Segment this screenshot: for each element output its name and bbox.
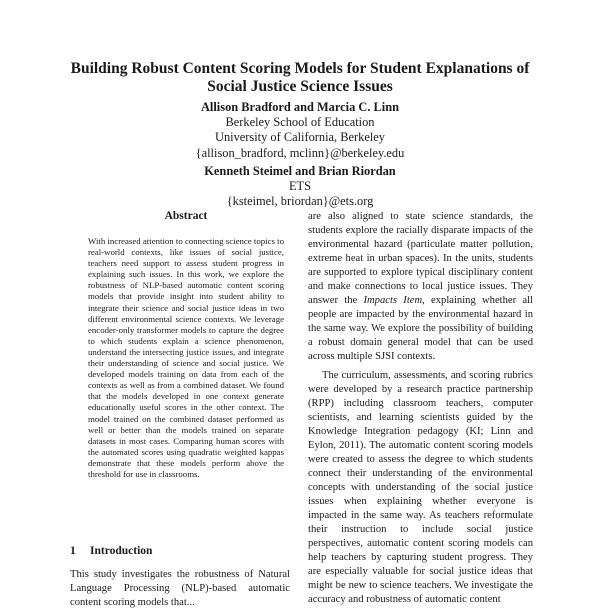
paragraph: The curriculum, assessments, and scoring rubrics were developed by a research practice partnership (RPP) including classroom teachers, computer scientists, and learning scientists guided by the Knowledge Integration pedagogy (KI; Linn and Eylon, 2011). The automatic content scoring models were created to assess the degree to which students connect their understanding of the environmental concepts with understanding of the social justice issues when explaining whether everyone is impacted in the same way. As teachers reformulate their instruction to include social justice perspectives, automatic content scoring models can help teachers by capturing student progress. They are especially valuable for social justice ideas that might be new to science teachers. We investigate the accuracy and robustness of automatic content — [308, 369, 533, 606]
emphasis-text: Impacts Item — [363, 295, 423, 307]
intro-paragraph: This study investigates the robustness of Natural Language Processing (NLP)-based automatic content scoring models that... — [70, 569, 290, 609]
section-heading — [70, 545, 152, 557]
author-email[interactable]: {ksteimel, briordan}@ets.org — [226, 194, 374, 209]
text-span: are also aligned to state science standards, the students explore the racially disparate impacts of the environmental hazard (particulate matter pollution, extreme heat in urban spaces). In the units, students are supported to explore typical disciplinary content and make connections to local justice issues. They answer the — [308, 211, 533, 307]
author-block-berkeley — [60, 100, 540, 161]
title-line-2: Social Justice Science Issues — [207, 78, 393, 95]
abstract-heading: Abstract — [164, 210, 208, 222]
author-block-ets — [60, 164, 540, 210]
author-affiliation: Berkeley School of Education — [225, 115, 375, 130]
abstract-text: With increased attention to connecting science topics to real-world contexts, like issues of social justice, teachers need support to assess student progress in explaining such issues. In this work, we explore the robustness of NLP-based automatic content scoring models that provide insight into student ability to integrate their science and social justice ideas in two different environmental science contexts. We leverage encoder-only transformer models to capture the degree to which students explain a science phenomenon, understand the intersecting justice issues, and integrate their understanding of science and social justice. We developed models training on data from each of the contexts as well as from a combined dataset. We found that the models developed in one context generate educationally useful scores in the other context. The model trained on the combined dataset performed as well or better than the models trained on separate datasets in most cases. Comparing human scores with the automated scores using quadratic weighted kappas demonstrate that these models perform above the threshold for use in classrooms. — [88, 236, 284, 479]
section-title: Introduction — [90, 545, 153, 557]
right-column — [308, 210, 533, 607]
abstract-body — [88, 236, 284, 480]
author-affiliation: ETS — [288, 179, 312, 194]
author-names: Allison Bradford and Marcia C. Linn — [200, 100, 400, 114]
paper-title — [60, 60, 540, 96]
author-affiliation: University of California, Berkeley — [215, 130, 385, 145]
section-number: 1 — [70, 545, 76, 557]
title-line-1: Building Robust Content Scoring Models for Student Explanations of — [70, 60, 530, 77]
paragraph-continued — [308, 210, 533, 365]
author-email[interactable]: {allison_bradford, mclinn}@berkeley.edu — [195, 145, 405, 160]
text-span: , explaining whether all people are impacted by the environmental hazard in the same way. We explore the possibility of building a robust domain general model that can be used across multiple SJSI contexts. — [308, 295, 533, 363]
author-names: Kenneth Steimel and Brian Riordan — [204, 164, 396, 178]
